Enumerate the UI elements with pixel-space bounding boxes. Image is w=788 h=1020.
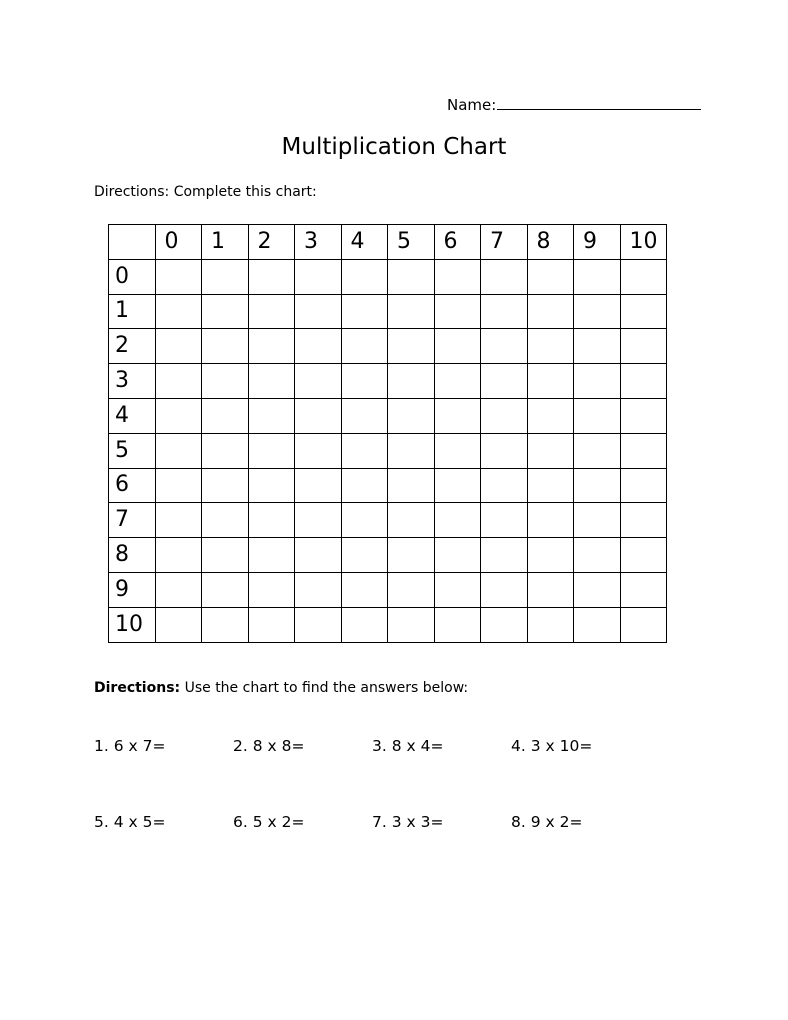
chart-answer-cell[interactable]: [388, 468, 435, 503]
chart-answer-cell[interactable]: [527, 538, 574, 573]
chart-answer-cell[interactable]: [341, 294, 388, 329]
name-field[interactable]: [447, 95, 701, 114]
chart-row: [109, 538, 667, 573]
chart-answer-cell[interactable]: [155, 468, 202, 503]
chart-answer-cell[interactable]: [620, 294, 667, 329]
chart-row-header: 8: [109, 538, 156, 573]
chart-answer-cell[interactable]: [155, 572, 202, 607]
problem-4: 4. 3 x 10=: [511, 737, 593, 755]
chart-answer-cell[interactable]: [434, 607, 481, 642]
chart-answer-cell[interactable]: [155, 503, 202, 538]
chart-answer-cell[interactable]: [620, 329, 667, 364]
chart-answer-cell[interactable]: [574, 259, 621, 294]
chart-answer-cell[interactable]: [481, 503, 528, 538]
chart-answer-cell[interactable]: [434, 259, 481, 294]
chart-column-header: 6: [434, 225, 481, 260]
chart-answer-cell[interactable]: [527, 433, 574, 468]
chart-answer-cell[interactable]: [388, 329, 435, 364]
chart-answer-cell[interactable]: [574, 572, 621, 607]
problem-5: 5. 4 x 5=: [94, 813, 166, 831]
chart-answer-cell[interactable]: [434, 572, 481, 607]
problem-row-2: [94, 813, 650, 831]
chart-answer-cell[interactable]: [295, 607, 342, 642]
chart-answer-cell[interactable]: [481, 538, 528, 573]
problem-directions-label: Directions:: [94, 680, 181, 696]
chart-answer-cell[interactable]: [155, 607, 202, 642]
chart-answer-cell[interactable]: [295, 468, 342, 503]
chart-answer-cell[interactable]: [202, 607, 249, 642]
chart-row-header: 4: [109, 398, 156, 433]
chart-answer-cell[interactable]: [295, 433, 342, 468]
chart-answer-cell[interactable]: [620, 468, 667, 503]
chart-answer-cell[interactable]: [481, 398, 528, 433]
chart-answer-cell[interactable]: [481, 607, 528, 642]
chart-row-header: 10: [109, 607, 156, 642]
chart-answer-cell[interactable]: [527, 364, 574, 399]
chart-answer-cell[interactable]: [248, 294, 295, 329]
chart-answer-cell[interactable]: [388, 398, 435, 433]
chart-row: [109, 364, 667, 399]
chart-answer-cell[interactable]: [295, 572, 342, 607]
problem-2: 2. 8 x 8=: [233, 737, 305, 755]
problem-8: 8. 9 x 2=: [511, 813, 583, 831]
chart-answer-cell[interactable]: [155, 433, 202, 468]
chart-answer-cell[interactable]: [434, 329, 481, 364]
chart-answer-cell[interactable]: [574, 294, 621, 329]
chart-answer-cell[interactable]: [388, 572, 435, 607]
chart-answer-cell[interactable]: [341, 259, 388, 294]
chart-answer-cell[interactable]: [248, 607, 295, 642]
chart-answer-cell[interactable]: [527, 259, 574, 294]
chart-answer-cell[interactable]: [434, 503, 481, 538]
chart-answer-cell[interactable]: [574, 538, 621, 573]
chart-answer-cell[interactable]: [574, 503, 621, 538]
chart-answer-cell[interactable]: [481, 259, 528, 294]
chart-answer-cell[interactable]: [434, 294, 481, 329]
chart-answer-cell[interactable]: [341, 398, 388, 433]
chart-row-header: 7: [109, 503, 156, 538]
chart-answer-cell[interactable]: [341, 329, 388, 364]
chart-answer-cell[interactable]: [341, 607, 388, 642]
chart-column-header: 7: [481, 225, 528, 260]
chart-answer-cell[interactable]: [620, 607, 667, 642]
chart-column-header: 3: [295, 225, 342, 260]
chart-answer-cell[interactable]: [202, 329, 249, 364]
chart-row: [109, 468, 667, 503]
chart-answer-cell[interactable]: [155, 259, 202, 294]
chart-answer-cell[interactable]: [202, 468, 249, 503]
chart-answer-cell[interactable]: [434, 433, 481, 468]
chart-answer-cell[interactable]: [248, 572, 295, 607]
chart-row: [109, 329, 667, 364]
chart-answer-cell[interactable]: [248, 503, 295, 538]
chart-answer-cell[interactable]: [248, 364, 295, 399]
chart-answer-cell[interactable]: [481, 572, 528, 607]
chart-row: [109, 433, 667, 468]
chart-answer-cell[interactable]: [527, 294, 574, 329]
chart-answer-cell[interactable]: [620, 433, 667, 468]
chart-row: [109, 607, 667, 642]
chart-answer-cell[interactable]: [202, 294, 249, 329]
chart-answer-cell[interactable]: [155, 329, 202, 364]
chart-answer-cell[interactable]: [248, 468, 295, 503]
chart-answer-cell[interactable]: [527, 503, 574, 538]
chart-column-header: 2: [248, 225, 295, 260]
chart-answer-cell[interactable]: [574, 468, 621, 503]
chart-column-header: 1: [202, 225, 249, 260]
chart-column-header: 10: [620, 225, 667, 260]
chart-answer-cell[interactable]: [434, 364, 481, 399]
chart-column-header: 8: [527, 225, 574, 260]
chart-answer-cell[interactable]: [574, 329, 621, 364]
chart-answer-cell[interactable]: [202, 364, 249, 399]
page-title-text: Multiplication Chart: [281, 134, 507, 160]
chart-answer-cell[interactable]: [341, 503, 388, 538]
chart-answer-cell[interactable]: [481, 294, 528, 329]
chart-answer-cell[interactable]: [434, 538, 481, 573]
chart-row: [109, 259, 667, 294]
chart-answer-cell[interactable]: [202, 259, 249, 294]
chart-answer-cell[interactable]: [527, 607, 574, 642]
name-label: Name:: [447, 96, 497, 114]
chart-answer-cell[interactable]: [620, 259, 667, 294]
chart-answer-cell[interactable]: [295, 364, 342, 399]
problem-directions-text: Use the chart to find the answers below:: [180, 680, 469, 696]
chart-answer-cell[interactable]: [295, 503, 342, 538]
chart-answer-cell[interactable]: [434, 468, 481, 503]
chart-answer-cell[interactable]: [155, 538, 202, 573]
chart-answer-cell[interactable]: [155, 294, 202, 329]
chart-row-header: 3: [109, 364, 156, 399]
chart-directions: Directions: Complete this chart:: [94, 184, 317, 200]
chart-answer-cell[interactable]: [574, 607, 621, 642]
problem-directions: [94, 680, 468, 696]
problem-row-1: [94, 737, 650, 755]
chart-answer-cell[interactable]: [202, 538, 249, 573]
problem-1: 1. 6 x 7=: [94, 737, 166, 755]
chart-answer-cell[interactable]: [341, 572, 388, 607]
chart-answer-cell[interactable]: [295, 538, 342, 573]
chart-row-header: 2: [109, 329, 156, 364]
chart-answer-cell[interactable]: [295, 259, 342, 294]
chart-answer-cell[interactable]: [527, 398, 574, 433]
chart-answer-cell[interactable]: [341, 364, 388, 399]
chart-answer-cell[interactable]: [155, 364, 202, 399]
chart-column-header: 9: [574, 225, 621, 260]
chart-column-header: 0: [155, 225, 202, 260]
chart-answer-cell[interactable]: [388, 433, 435, 468]
chart-answer-cell[interactable]: [341, 468, 388, 503]
problem-7: 7. 3 x 3=: [372, 813, 444, 831]
chart-answer-cell[interactable]: [341, 433, 388, 468]
chart-answer-cell[interactable]: [527, 572, 574, 607]
chart-column-header: 5: [388, 225, 435, 260]
chart-answer-cell[interactable]: [620, 364, 667, 399]
chart-header-row: [109, 225, 667, 260]
chart-answer-cell[interactable]: [620, 398, 667, 433]
multiplication-chart: [108, 224, 667, 643]
chart-answer-cell[interactable]: [434, 398, 481, 433]
page-title: [0, 134, 788, 160]
chart-answer-cell[interactable]: [388, 364, 435, 399]
chart-answer-cell[interactable]: [481, 329, 528, 364]
chart-answer-cell[interactable]: [481, 364, 528, 399]
chart-answer-cell[interactable]: [481, 433, 528, 468]
chart-answer-cell[interactable]: [202, 433, 249, 468]
chart-answer-cell[interactable]: [155, 398, 202, 433]
chart-answer-cell[interactable]: [620, 538, 667, 573]
chart-answer-cell[interactable]: [574, 364, 621, 399]
chart-answer-cell[interactable]: [341, 538, 388, 573]
chart-row-header: 5: [109, 433, 156, 468]
name-underline[interactable]: [497, 95, 701, 110]
chart-answer-cell[interactable]: [527, 468, 574, 503]
chart-answer-cell[interactable]: [620, 503, 667, 538]
chart-answer-cell[interactable]: [295, 294, 342, 329]
chart-answer-cell[interactable]: [620, 572, 667, 607]
chart-answer-cell[interactable]: [248, 259, 295, 294]
chart-row: [109, 572, 667, 607]
chart-row: [109, 294, 667, 329]
chart-answer-cell[interactable]: [202, 503, 249, 538]
chart-answer-cell[interactable]: [295, 398, 342, 433]
chart-column-header: 4: [341, 225, 388, 260]
chart-row-header: 6: [109, 468, 156, 503]
chart-answer-cell[interactable]: [388, 503, 435, 538]
chart-row: [109, 503, 667, 538]
chart-row-header: 9: [109, 572, 156, 607]
chart-row-header: 0: [109, 259, 156, 294]
chart-row-header: 1: [109, 294, 156, 329]
chart-row: [109, 398, 667, 433]
chart-corner-cell: [109, 225, 156, 260]
chart-answer-cell[interactable]: [388, 538, 435, 573]
chart-answer-cell[interactable]: [248, 398, 295, 433]
chart-answer-cell[interactable]: [295, 329, 342, 364]
chart-answer-cell[interactable]: [574, 433, 621, 468]
chart-answer-cell[interactable]: [202, 572, 249, 607]
chart-answer-cell[interactable]: [481, 468, 528, 503]
chart-answer-cell[interactable]: [248, 329, 295, 364]
chart-answer-cell[interactable]: [248, 433, 295, 468]
problem-3: 3. 8 x 4=: [372, 737, 444, 755]
chart-answer-cell[interactable]: [388, 294, 435, 329]
chart-answer-cell[interactable]: [388, 607, 435, 642]
chart-answer-cell[interactable]: [388, 259, 435, 294]
chart-answer-cell[interactable]: [574, 398, 621, 433]
chart-answer-cell[interactable]: [202, 398, 249, 433]
chart-answer-cell[interactable]: [527, 329, 574, 364]
chart-answer-cell[interactable]: [248, 538, 295, 573]
problem-6: 6. 5 x 2=: [233, 813, 305, 831]
